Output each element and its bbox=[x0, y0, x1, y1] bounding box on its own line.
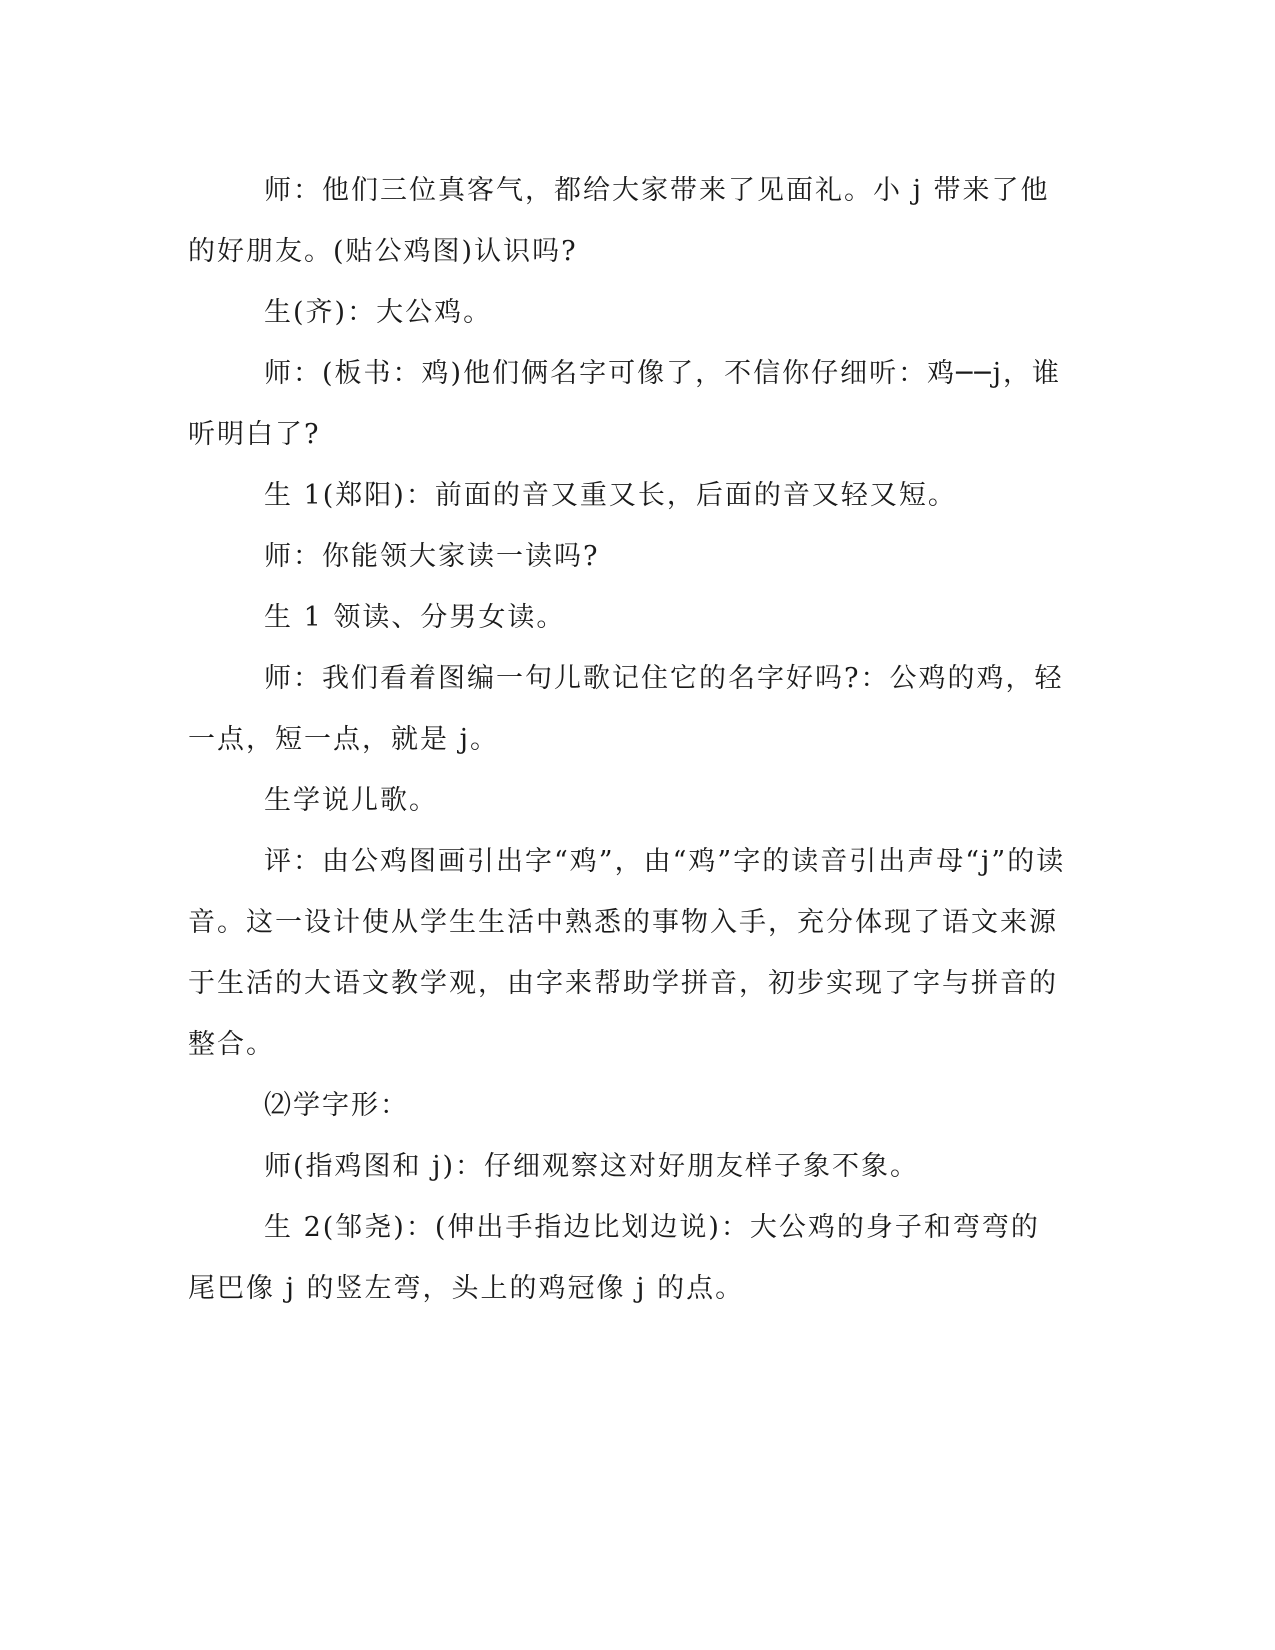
paragraph-students-answer: 生(齐)：大公鸡。 bbox=[264, 297, 493, 328]
paragraph-student1-explain: 生 1(郑阳)：前面的音又重又长，后面的音又轻又短。 bbox=[264, 480, 957, 511]
paragraph-teacher-blackboard: 师：(板书：鸡)他们俩名字可像了，不信你仔细听：鸡──j，谁听明白了? bbox=[188, 358, 1061, 450]
paragraph-student2-describe: 生 2(邹尧)：(伸出手指边比划边说)：大公鸡的身子和弯弯的尾巴像 j 的竖左弯，头上的鸡冠像 j 的点。 bbox=[188, 1212, 1040, 1304]
paragraph-commentary: 评：由公鸡图画引出字“鸡”，由“鸡”字的读音引出声母“j”的读音。这一设计使从学生生活中熟悉的事物入手，充分体现了语文来源于生活的大语文教学观，由字来帮助学拼音，初步实现了字与拼音的整合。 bbox=[188, 846, 1066, 1060]
paragraph-teacher-ask-lead: 师：你能领大家读一读吗? bbox=[264, 541, 600, 572]
paragraph-student1-lead-reading: 生 1 领读、分男女读。 bbox=[264, 602, 566, 633]
paragraph-section-heading: ⑵学字形： bbox=[264, 1090, 409, 1121]
paragraph-teacher-gift: 师：他们三位真客气，都给大家带来了见面礼。小 j 带来了他的好朋友。(贴公鸡图)认识吗? bbox=[188, 175, 1050, 267]
paragraph-students-rhyme: 生学说儿歌。 bbox=[264, 785, 438, 816]
paragraph-teacher-rhyme: 师：我们看着图编一句儿歌记住它的名字好吗?：公鸡的鸡，轻一点，短一点，就是 j。 bbox=[188, 663, 1064, 755]
document-body bbox=[188, 160, 1068, 1319]
paragraph-teacher-observe: 师(指鸡图和 j)：仔细观察这对好朋友样子象不象。 bbox=[264, 1151, 920, 1182]
